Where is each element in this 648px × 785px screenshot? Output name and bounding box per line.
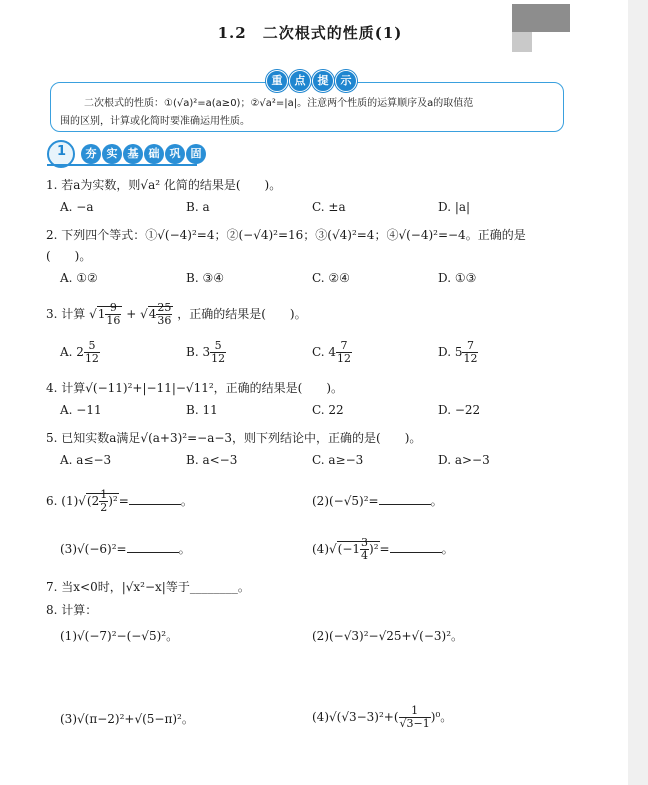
right-paren: )	[430, 710, 436, 724]
q6-p1-end: 。	[180, 494, 193, 508]
q3-radicand-a	[97, 301, 123, 327]
q3-option-b-label: B. 3	[186, 345, 211, 359]
tip-badge: 重	[266, 70, 288, 92]
q6-p4-num: 3	[361, 536, 369, 549]
radical-symbol: √	[140, 307, 148, 321]
section-badge: 实	[102, 144, 122, 164]
question-6-part-2	[312, 492, 443, 510]
q1-option-d: D. |a|	[438, 200, 471, 214]
q3-a-den: 16	[106, 314, 121, 327]
section-badges	[81, 144, 206, 164]
q3-suffix: ，正确的结果是( )。	[177, 307, 307, 321]
question-1: 1. 若a为实数，则√a² 化简的结果是( )。	[46, 178, 282, 192]
q3-option-a-den: 12	[84, 352, 99, 365]
q6-p4-frac	[360, 537, 369, 562]
radical-symbol: √	[89, 307, 97, 321]
left-paren: (	[393, 710, 399, 724]
question-4: 4. 计算√(−11)²+|−11|−√11²，正确的结果是( )。	[46, 381, 344, 395]
question-8-part-4	[312, 700, 452, 734]
q3-option-d-frac	[462, 340, 478, 365]
q8-p4-end: ⁰。	[435, 710, 453, 724]
q3-option-d	[438, 340, 478, 365]
question-8-part-3: (3)√(π−2)²+√(5−π)²。	[60, 712, 194, 726]
q4-option-b: B. 11	[186, 403, 218, 417]
radical-symbol: √	[329, 542, 337, 556]
q3-option-a	[60, 340, 100, 365]
q6-p3-end: 。	[178, 542, 191, 556]
q6-p1-frac	[99, 489, 108, 514]
question-5: 5. 已知实数a满足√(a+3)²=−a−3，则下列结论中，正确的是( )。	[46, 431, 422, 445]
q6-p4-den: 4	[361, 549, 369, 562]
question-8-part-2: (2)(−√3)²−√25+√(−3)²。	[312, 629, 464, 643]
q3-b-whole: 4	[148, 307, 157, 321]
q4-option-d: D. −22	[438, 403, 481, 417]
q8-p4-text: (4)√(√3−3)²+	[312, 710, 394, 724]
question-6-part-4: (4)√(−1 $\frac{3}{4}$ )²= 。	[312, 536, 454, 562]
q3-option-d-num: 7	[462, 340, 478, 353]
q3-option-a-frac	[84, 340, 100, 365]
section-badge: 巩	[165, 144, 185, 164]
q6-p3-text: (3)√(−6)²=	[60, 542, 127, 556]
q3-option-c-den: 12	[337, 352, 352, 365]
answer-blank[interactable]	[127, 540, 179, 553]
q3-option-c-frac	[336, 340, 352, 365]
tip-badge: 提	[312, 70, 334, 92]
tip-text	[60, 95, 560, 131]
q4-option-a: A. −11	[60, 403, 102, 417]
tip-badges	[266, 70, 357, 92]
q6-p4-end: 。	[441, 542, 454, 556]
q3-b-den: 36	[157, 314, 172, 327]
q3-option-a-num: 5	[84, 340, 100, 353]
answer-blank[interactable]	[129, 492, 181, 505]
q6-p2-end: 。	[430, 494, 443, 508]
page-edge	[628, 0, 648, 785]
q3-option-d-den: 12	[463, 352, 478, 365]
q1-option-b: B. a	[186, 200, 210, 214]
question-2-cont: ( )。	[46, 249, 92, 263]
answer-blank[interactable]	[379, 492, 431, 505]
question-6-part-3	[60, 540, 191, 558]
q8-p4-den: √3−1	[399, 717, 430, 730]
q3-radicand-b	[148, 301, 174, 327]
section-badge: 基	[123, 144, 143, 164]
tip-badge: 点	[289, 70, 311, 92]
q3-frac-a	[105, 302, 121, 327]
q6-p1-num: 1	[100, 488, 108, 501]
q6-p1-den: 2	[100, 501, 108, 514]
section-badge: 础	[144, 144, 164, 164]
answer-blank[interactable]	[390, 540, 442, 553]
tip-text-line: 二次根式的性质：①(√a)²=a(a≥0)；②√a²=|a|。注意两个性质的运算顺序及a的取值范	[84, 98, 474, 109]
q3-option-c-num: 7	[336, 340, 352, 353]
question-7: 7. 当x<0时，|√x²−x|等于________。	[46, 580, 250, 594]
q3-option-a-label: A. 2	[60, 345, 84, 359]
section-underline	[47, 164, 197, 166]
q6-p1-radicand: (2 $\frac{1}{2}$ )²	[86, 488, 118, 514]
tip-text-line: 围的区别，计算或化简时要准确运用性质。	[60, 116, 250, 127]
q3-option-b-frac	[210, 340, 226, 365]
radical-symbol: √	[78, 494, 86, 508]
q2-option-d: D. ①③	[438, 271, 477, 285]
q3-option-c	[312, 340, 352, 365]
q5-option-b: B. a<−3	[186, 453, 238, 467]
q2-option-a: A. ①②	[60, 271, 98, 285]
q3-frac-b	[156, 302, 172, 327]
q3-option-d-label: D. 5	[438, 345, 463, 359]
q6-p4-radicand: (−1 $\frac{3}{4}$ )²	[337, 536, 379, 562]
page-title: 1.2 二次根式的性质(1)	[217, 24, 403, 42]
q3-option-b-den: 12	[211, 352, 226, 365]
q6-p4-whole: −1	[342, 542, 361, 556]
q6-p1-whole: 2	[91, 494, 100, 508]
plus-sign: +	[126, 307, 137, 321]
question-8-part-1: (1)√(−7)²−(−√5)²。	[60, 629, 179, 643]
question-3	[46, 298, 307, 330]
q8-p4-frac	[399, 705, 431, 730]
q3-a-whole: 1	[97, 307, 106, 321]
q2-option-b: B. ③④	[186, 271, 224, 285]
q5-option-c: C. a≥−3	[312, 453, 364, 467]
q3-a-num: 9	[105, 302, 121, 315]
question-6-part-1: 6. (1)√(2 $\frac{1}{2}$ )²= 。	[46, 488, 193, 514]
q1-option-a: A. −a	[60, 200, 94, 214]
q1-option-c: C. ±a	[312, 200, 346, 214]
section-badge: 固	[186, 144, 206, 164]
tip-badge: 示	[335, 70, 357, 92]
section-number: 1	[57, 144, 67, 159]
q3-prefix: 3. 计算	[46, 307, 86, 321]
q3-option-b	[186, 340, 226, 365]
q6-p2-text: (2)(−√5)²=	[312, 494, 379, 508]
q4-option-c: C. 22	[312, 403, 344, 417]
q2-option-c: C. ②④	[312, 271, 350, 285]
question-8-title: 8. 计算：	[46, 603, 98, 617]
q8-p4-num: 1	[399, 705, 431, 718]
q6-p4-label: (4)	[312, 542, 329, 556]
section-badge: 夯	[81, 144, 101, 164]
q5-option-a: A. a≤−3	[60, 453, 112, 467]
q5-option-d: D. a>−3	[438, 453, 490, 467]
q3-option-b-num: 5	[210, 340, 226, 353]
question-2: 2. 下列四个等式：①√(−4)²=4；②(−√4)²=16；③(√4)²=4；④√(−4)²=−4。正确的是	[46, 228, 526, 242]
q3-b-num: 25	[157, 301, 172, 314]
q6-p1-label: 6. (1)	[46, 494, 79, 508]
q3-option-c-label: C. 4	[312, 345, 337, 359]
